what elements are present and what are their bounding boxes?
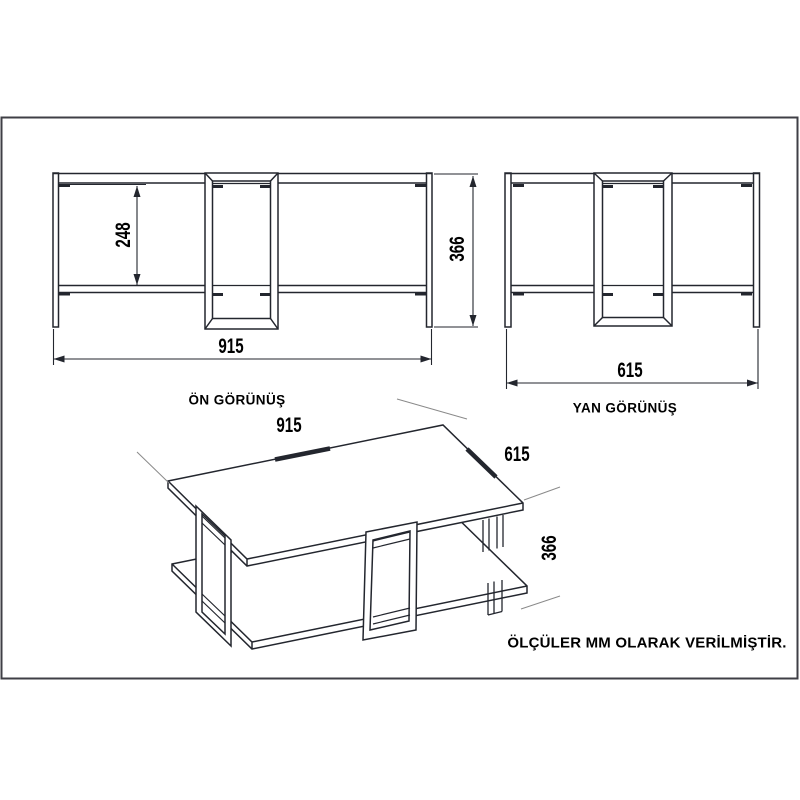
iso-dim-366-label [538,530,562,565]
front-dim-366-value: 366 [446,236,469,262]
iso-dim-615-value: 615 [504,443,530,466]
front-dim-248-value: 248 [112,222,135,248]
front-dim-915-value: 915 [218,335,244,358]
front-view-drawing [53,173,478,365]
front-dim-366-label [446,231,470,266]
front-view-title: ÖN GÖRÜNÜŞ [188,392,286,408]
side-dim-615-value: 615 [617,359,643,382]
front-dim-248-label [112,217,136,252]
isometric-view-drawing [137,399,560,649]
side-view-title: YAN GÖRÜNÜŞ [572,400,678,416]
iso-dim-615-label [499,443,534,467]
iso-dim-915-value: 915 [276,414,302,437]
front-dim-915-label [213,335,248,359]
units-note: ÖLÇÜLER MM OLARAK VERİLMİŞTİR. [507,634,787,652]
iso-dim-915-label [271,414,306,438]
side-view-drawing [505,173,760,389]
side-dim-615-label [612,359,647,383]
iso-dim-366-value: 366 [538,535,561,561]
